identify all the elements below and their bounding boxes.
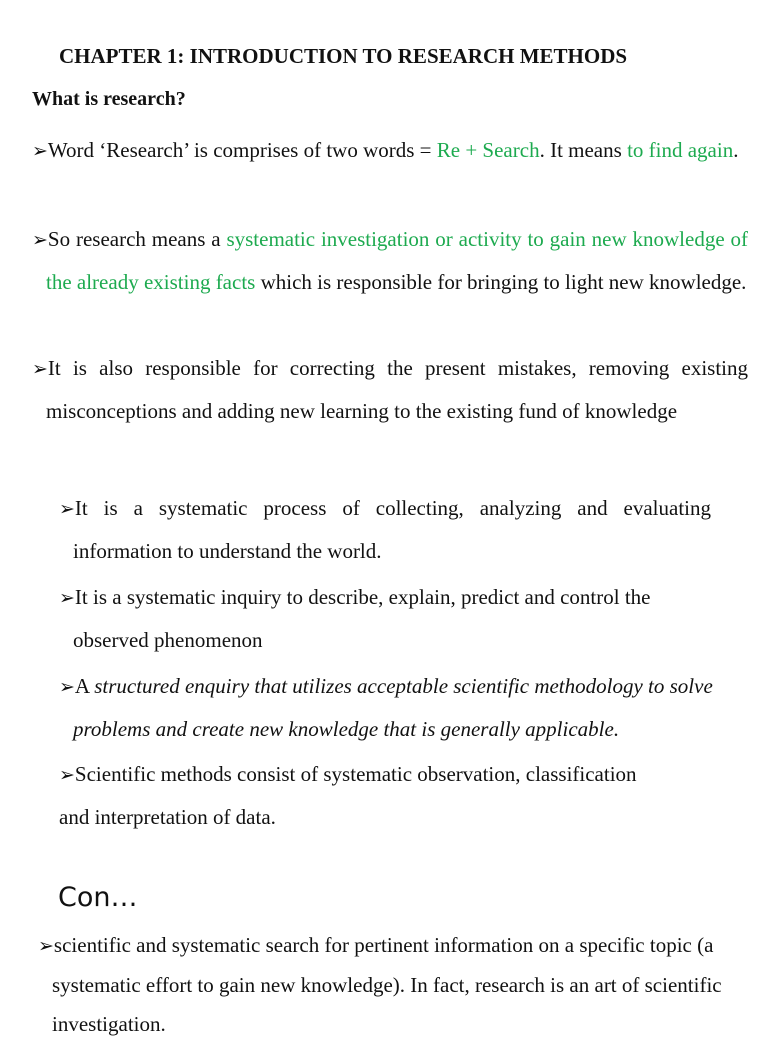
bullet-research-definition [32,130,748,173]
bullet-text: . It means [539,138,628,162]
bullet-research-responsibility [32,348,748,431]
arrow-bullet-icon: ➢ [38,936,54,957]
highlight-text: to find again [627,138,734,162]
bullet-text: Word ‘Research’ is comprises of two words = [47,138,437,162]
bullet-text: It is a systematic inquiry to describe, explain, predict and control the observed phenomenon [73,585,651,652]
bullet-text: A [74,674,95,698]
section-heading: What is research? [32,88,186,110]
chapter-title: CHAPTER 1: INTRODUCTION TO RESEARCH METHODS [59,44,628,68]
arrow-bullet-icon: ➢ [32,230,48,251]
highlight-text: systematic investigation or activity to gain new knowledge of the already existing facts [46,227,748,294]
bullet-text: It is a systematic process of collecting, analyzing and evaluating information to understand the world. [73,496,711,563]
arrow-bullet-icon: ➢ [59,499,75,520]
highlight-text: Re + Search [436,138,540,162]
arrow-bullet-icon: ➢ [59,677,75,698]
bullet-text: So research means a [47,227,227,251]
bullet-structured-enquiry [59,666,719,749]
bullet-text: It is also responsible for correcting the present mistakes, removing existing misconceptions and adding new learning to the existing fund of knowledge [46,356,748,423]
bullet-text: Scientific methods consist of systematic observation, classification [74,762,637,786]
bullet-text: and interpretation of data. [59,804,276,829]
italic-definition: structured enquiry that utilizes acceptable scientific methodology to solve problems and create new knowledge that is generally applicable. [73,674,713,741]
bullet-systematic-inquiry [59,577,711,660]
bullet-systematic-process [59,488,711,571]
bullet-text: which is responsible for bringing to light new knowledge. [255,269,747,294]
bullet-scientific-search [38,926,750,1044]
bullet-text: . [733,138,739,162]
arrow-bullet-icon: ➢ [32,359,48,380]
arrow-bullet-icon: ➢ [59,765,75,786]
bullet-scientific-methods [59,754,719,837]
bullet-text: scientific and systematic search for pertinent information on a specific topic (a systematic effort to gain new knowledge). In fact, research is an art of scientific investigation. [52,933,722,1036]
continued-heading: Con… [58,882,138,913]
arrow-bullet-icon: ➢ [32,141,48,162]
arrow-bullet-icon: ➢ [59,588,75,609]
bullet-research-meaning [32,219,748,302]
